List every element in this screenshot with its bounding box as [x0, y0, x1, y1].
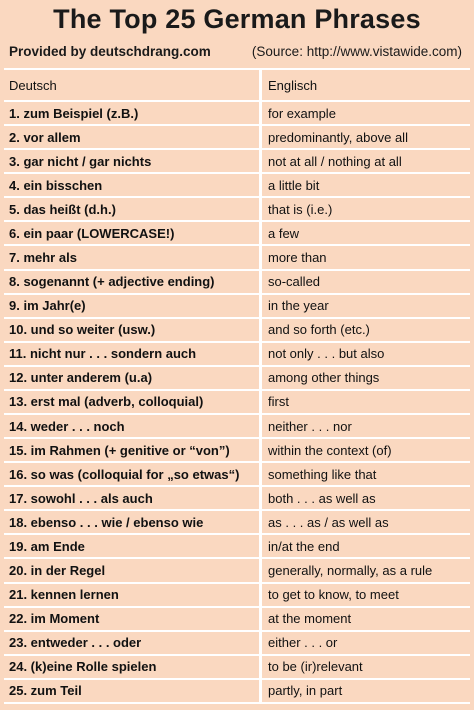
german-phrase: 3. gar nicht / gar nichts — [4, 150, 262, 172]
english-translation: predominantly, above all — [268, 129, 408, 145]
english-translation: to get to know, to meet — [268, 587, 399, 603]
column-header-englisch: Englisch — [268, 77, 318, 93]
german-phrase: 8. sogenannt (+ adjective ending) — [4, 271, 262, 293]
english-translation: at the moment — [268, 611, 352, 627]
table-row — [4, 222, 470, 246]
english-translation: either . . . or — [268, 635, 338, 651]
provider-credit: Provided by deutschdrang.com — [9, 44, 211, 59]
table-row — [4, 319, 470, 343]
english-translation: that is (i.e.) — [268, 201, 333, 217]
table-row — [4, 632, 470, 656]
table-row — [4, 439, 470, 463]
english-translation: as . . . as / as well as — [268, 514, 389, 530]
table-row — [4, 271, 470, 295]
english-translation: so-called — [268, 274, 321, 290]
german-phrase: 20. in der Regel — [4, 559, 262, 581]
german-phrase: 21. kennen lernen — [4, 584, 262, 606]
table-row — [4, 463, 470, 487]
table-header-row — [4, 70, 470, 102]
english-translation: both . . . as well as — [268, 490, 376, 506]
table-row — [4, 680, 470, 704]
english-translation: among other things — [268, 370, 380, 386]
german-phrase: 23. entweder . . . oder — [4, 632, 262, 654]
german-phrase: 17. sowohl . . . als auch — [4, 487, 262, 509]
german-phrase: 13. erst mal (adverb, colloquial) — [4, 391, 262, 413]
table-row — [4, 150, 470, 174]
german-phrase: 10. und so weiter (usw.) — [4, 319, 262, 341]
english-translation: and so forth (etc.) — [268, 322, 370, 338]
german-phrase: 11. nicht nur . . . sondern auch — [4, 343, 262, 365]
german-phrase: 6. ein paar (LOWERCASE!) — [4, 222, 262, 244]
english-translation: neither . . . nor — [268, 418, 352, 434]
table-row — [4, 608, 470, 632]
english-translation: in the year — [268, 298, 329, 314]
german-phrase: 16. so was (colloquial for „so etwas“) — [4, 463, 262, 485]
table-row — [4, 391, 470, 415]
table-row — [4, 415, 470, 439]
english-translation: a few — [268, 225, 300, 241]
german-phrase: 14. weder . . . noch — [4, 415, 262, 437]
table-row — [4, 102, 470, 126]
german-phrase: 15. im Rahmen (+ genitive or “von”) — [4, 439, 262, 461]
english-translation: generally, normally, as a rule — [268, 563, 433, 579]
english-translation: a little bit — [268, 177, 320, 193]
english-translation: something like that — [268, 466, 377, 482]
german-phrase: 25. zum Teil — [4, 680, 262, 702]
table-row — [4, 559, 470, 583]
table-row — [4, 511, 470, 535]
german-phrase: 18. ebenso . . . wie / ebenso wie — [4, 511, 262, 533]
table-row — [4, 295, 470, 319]
english-translation: not at all / nothing at all — [268, 153, 402, 169]
german-phrase: 1. zum Beispiel (z.B.) — [4, 102, 262, 124]
english-translation: first — [268, 394, 289, 410]
german-phrase: 4. ein bisschen — [4, 174, 262, 196]
german-phrase: 7. mehr als — [4, 246, 262, 268]
source-credit: (Source: http://www.vistawide.com) — [251, 44, 462, 59]
column-header-deutsch: Deutsch — [4, 70, 262, 100]
table-row — [4, 656, 470, 680]
table-row — [4, 367, 470, 391]
table-row — [4, 126, 470, 150]
page-title: The Top 25 German Phrases — [53, 4, 421, 34]
german-phrase: 22. im Moment — [4, 608, 262, 630]
table-row — [4, 343, 470, 367]
english-translation: within the context (of) — [268, 442, 392, 458]
german-phrase: 19. am Ende — [4, 535, 262, 557]
table-row — [4, 535, 470, 559]
german-phrase: 2. vor allem — [4, 126, 262, 148]
table-row — [4, 246, 470, 270]
english-translation: more than — [268, 250, 327, 265]
english-translation: partly, in part — [268, 683, 343, 699]
table-row — [4, 174, 470, 198]
table-row — [4, 584, 470, 608]
table-row — [4, 198, 470, 222]
english-translation: in/at the end — [268, 538, 340, 554]
german-phrase: 9. im Jahr(e) — [4, 295, 262, 317]
table-body — [4, 102, 470, 704]
table-row — [4, 487, 470, 511]
english-translation: for example — [268, 105, 336, 121]
english-translation: to be (ir)relevant — [268, 659, 363, 675]
german-phrase: 5. das heißt (d.h.) — [4, 198, 262, 220]
german-phrase: 24. (k)eine Rolle spielen — [4, 656, 262, 678]
german-phrase: 12. unter anderem (u.a) — [4, 367, 262, 389]
english-translation: not only . . . but also — [268, 346, 385, 362]
phrase-table — [4, 68, 470, 704]
